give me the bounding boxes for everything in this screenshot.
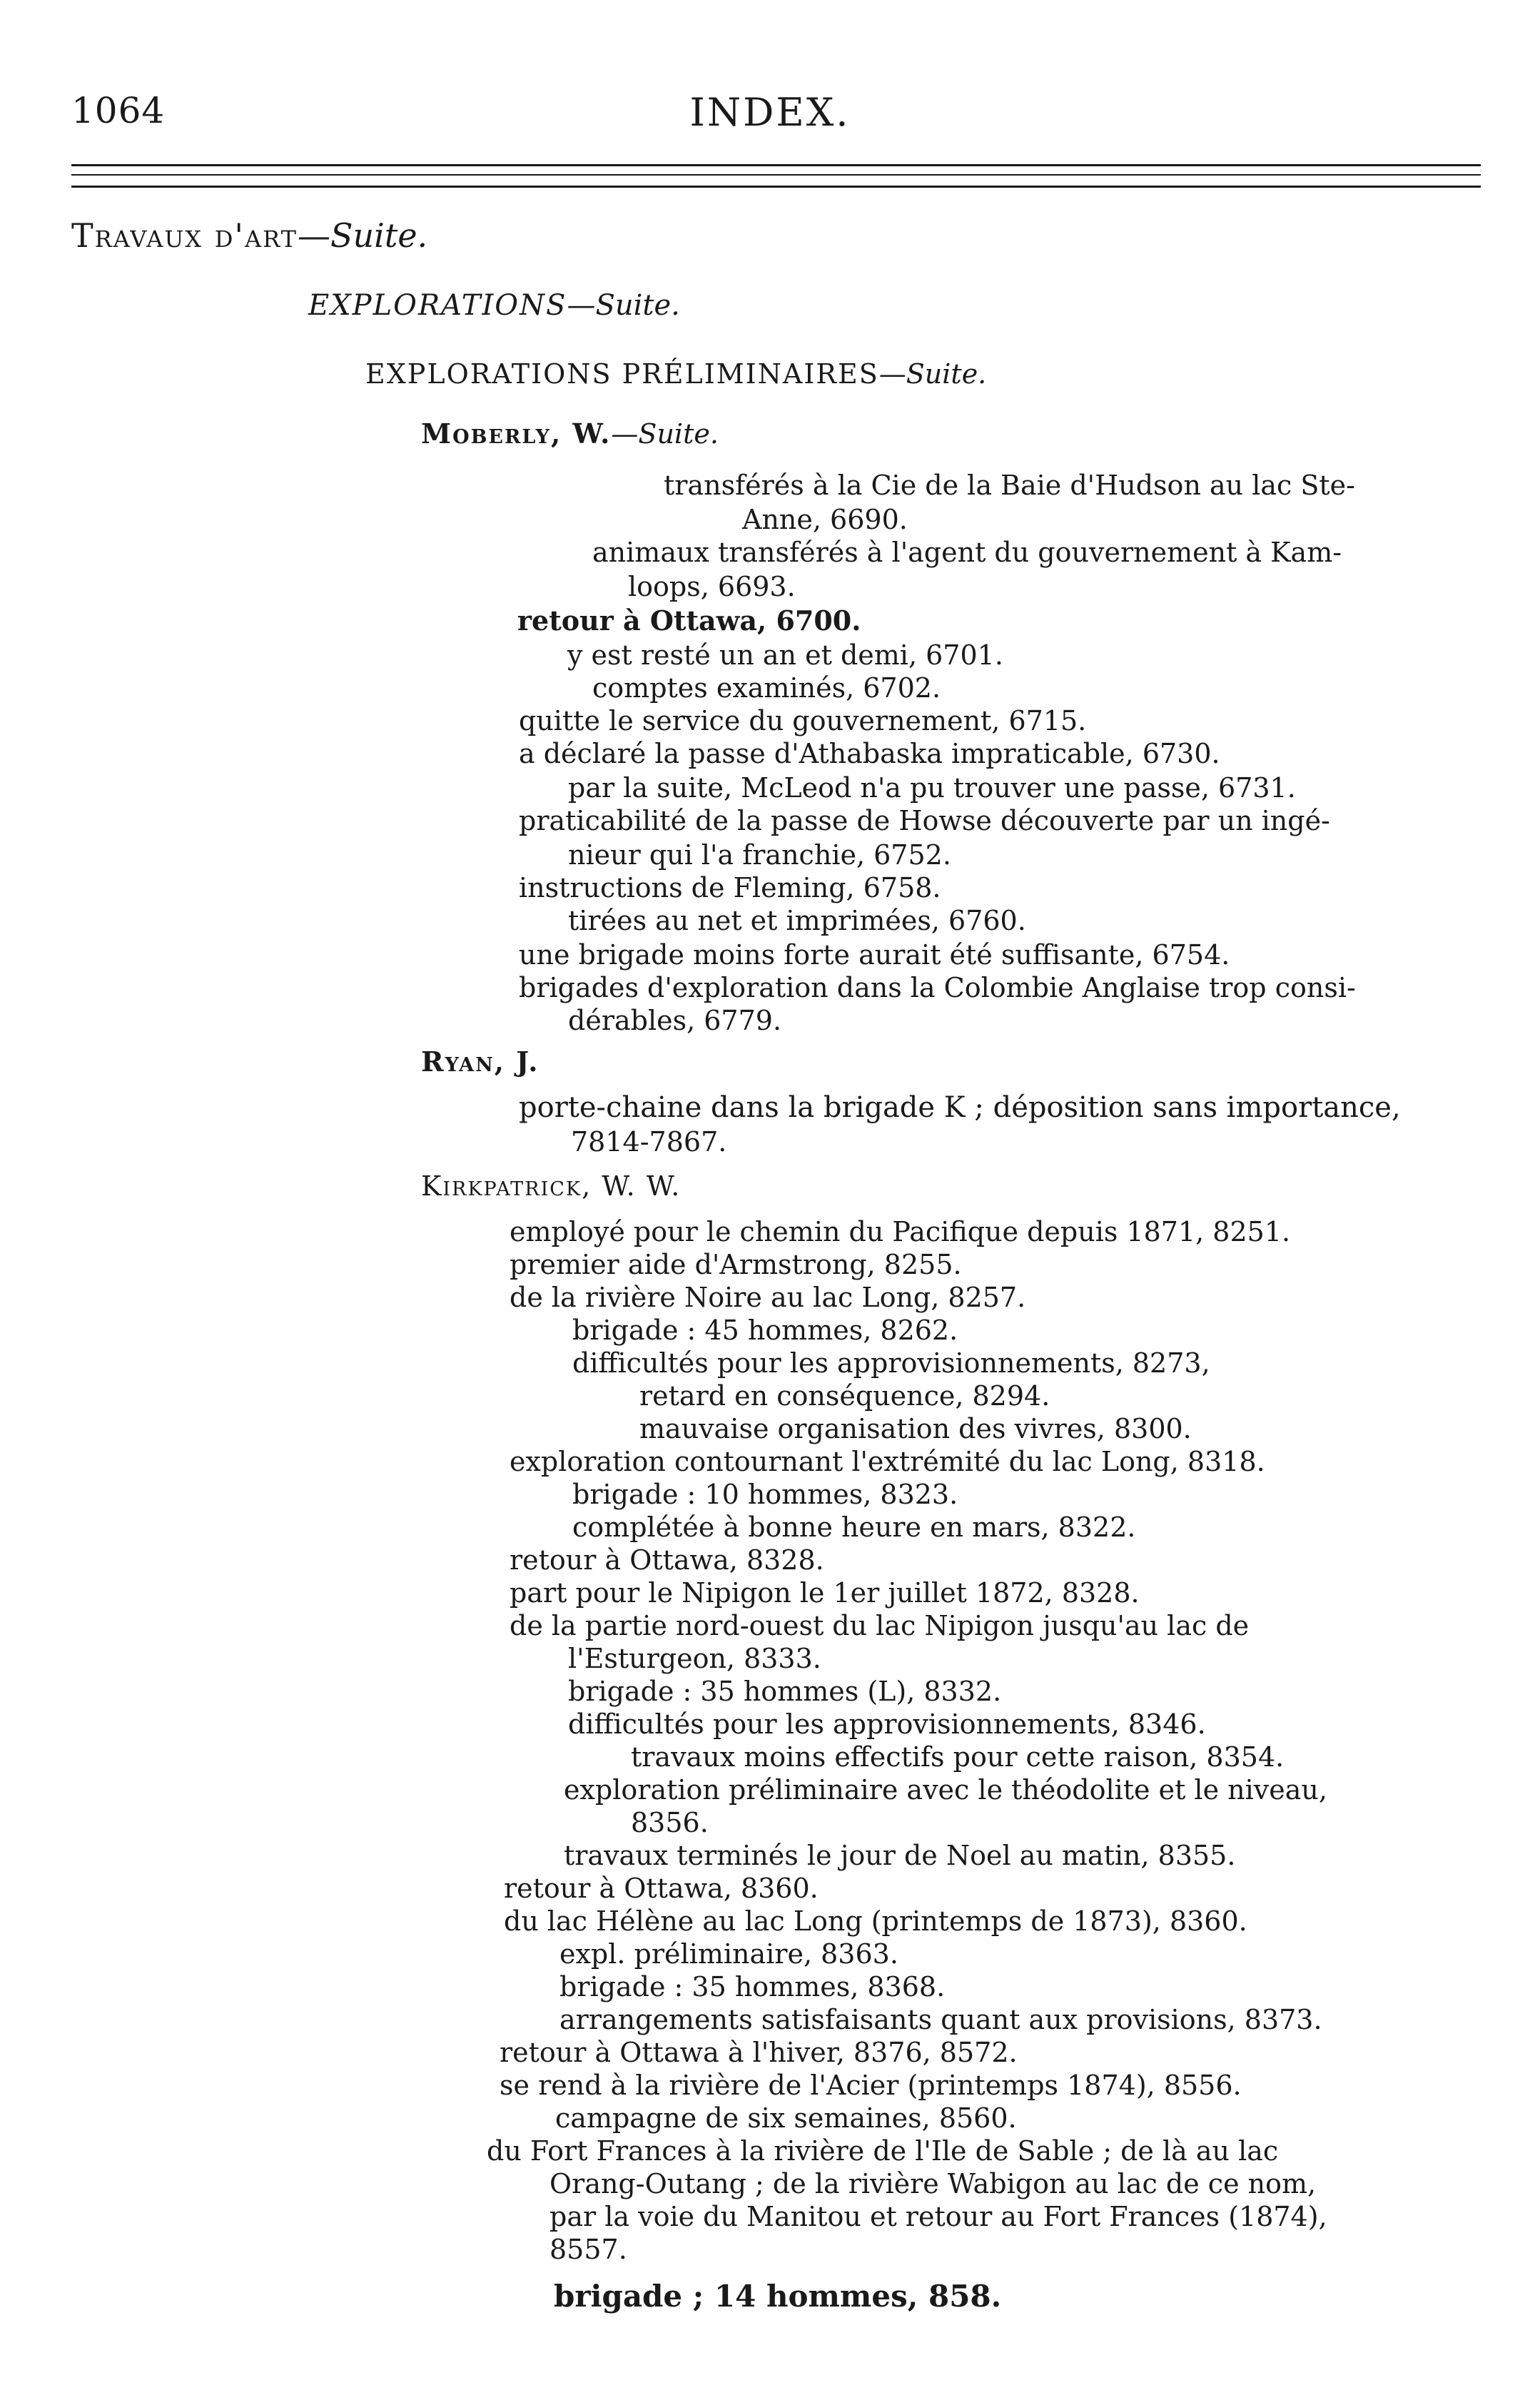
heading-explorations-preliminaires <box>365 358 986 390</box>
kirkpatrick-line: 8356. <box>631 1807 709 1838</box>
kirkpatrick-line: Orang-Outang ; de la rivière Wabigon au lac de ce nom, <box>549 2168 1317 2199</box>
ryan-line: 7814-7867. <box>571 1126 727 1158</box>
kirkpatrick-line: part pour le Nipigon le 1er juillet 1872, 8328. <box>510 1577 1140 1609</box>
kirkpatrick-line: 8557. <box>549 2234 627 2265</box>
kirkpatrick-line: du Fort Frances à la rivière de l'Ile de Sable ; de là au lac <box>487 2135 1279 2167</box>
kirkpatrick-line: brigade : 10 hommes, 8323. <box>572 1479 958 1510</box>
kirkpatrick-line: travaux moins effectifs pour cette raison, 8354. <box>631 1741 1285 1773</box>
moberly-line: par la suite, McLeod n'a pu trouver une passe, 6731. <box>568 772 1296 804</box>
kirkpatrick-line: brigade : 45 hommes, 8262. <box>572 1315 958 1346</box>
heading-travaux-d-art <box>71 216 428 255</box>
heading-travaux-label: Travaux d'art <box>71 216 298 255</box>
kirkpatrick-line: expl. préliminaire, 8363. <box>559 1938 898 1970</box>
moberly-line: y est resté un an et demi, 6701. <box>567 639 1003 671</box>
kirkpatrick-line: exploration préliminaire avec le théodolite et le niveau, <box>564 1774 1327 1806</box>
moberly-line: dérables, 6779. <box>568 1005 782 1036</box>
kirkpatrick-line: employé pour le chemin du Pacifique depuis 1871, 8251. <box>510 1216 1291 1247</box>
kirkpatrick-line: difficultés pour les approvisionnements, 8346. <box>568 1708 1206 1740</box>
moberly-line: comptes examinés, 6702. <box>592 672 941 704</box>
kirkpatrick-line: se rend à la rivière de l'Acier (printemps 1874), 8556. <box>500 2070 1242 2101</box>
kirkpatrick-line: du lac Hélène au lac Long (printemps de 1873), 8360. <box>504 1905 1247 1937</box>
kirkpatrick-line: exploration contournant l'extrémité du lac Long, 8318. <box>510 1446 1265 1477</box>
kirkpatrick-line: retour à Ottawa, 8328. <box>510 1544 824 1576</box>
moberly-line: tirées au net et imprimées, 6760. <box>568 905 1026 936</box>
moberly-line: une brigade moins forte aurait été suffisante, 6754. <box>519 939 1230 971</box>
kirkpatrick-line: campagne de six semaines, 8560. <box>555 2102 1017 2134</box>
kirkpatrick-line: brigade : 35 hommes (L), 8332. <box>568 1676 1002 1707</box>
heading-travaux-suite: —Suite. <box>298 216 428 255</box>
moberly-line: Anne, 6690. <box>742 504 908 535</box>
entry-name-ryan: Ryan, J. <box>421 1045 539 1078</box>
running-title: INDEX. <box>689 90 851 135</box>
kirkpatrick-line: premier aide d'Armstrong, 8255. <box>510 1249 962 1280</box>
entry-name-suite: —Suite. <box>611 418 719 450</box>
kirkpatrick-line: brigade ; 14 hommes, 858. <box>554 2279 1002 2314</box>
moberly-line: praticabilité de la passe de Howse découverte par un ingé- <box>519 805 1330 836</box>
heading-explorations-label: EXPLORATIONS <box>308 289 567 322</box>
header-rule-middle <box>71 174 1481 176</box>
entry-name-moberly <box>421 418 719 450</box>
kirkpatrick-line: brigade : 35 hommes, 8368. <box>559 1971 946 2003</box>
moberly-line: instructions de Fleming, 6758. <box>519 872 941 903</box>
moberly-line: brigades d'exploration dans la Colombie Anglaise trop consi- <box>519 972 1356 1003</box>
kirkpatrick-line: travaux terminés le jour de Noel au matin, 8355. <box>564 1840 1236 1871</box>
heading-preliminaires-suite: —Suite. <box>878 358 987 390</box>
kirkpatrick-line: difficultés pour les approvisionnements, 8273, <box>572 1347 1210 1379</box>
moberly-line: a déclaré la passe d'Athabaska impraticable, 6730. <box>519 738 1220 769</box>
heading-explorations <box>308 290 680 321</box>
header-rule-bottom <box>71 186 1481 188</box>
header-rule-top <box>71 164 1481 166</box>
heading-preliminaires-label: EXPLORATIONS PRÉLIMINAIRES <box>365 358 879 390</box>
kirkpatrick-line: de la rivière Noire au lac Long, 8257. <box>510 1282 1026 1313</box>
moberly-line: nieur qui l'a franchie, 6752. <box>568 839 951 871</box>
moberly-line: transférés à la Cie de la Baie d'Hudson au lac Ste- <box>664 470 1355 501</box>
entry-name-kirkpatrick: Kirkpatrick, W. W. <box>421 1170 682 1202</box>
kirkpatrick-line: retard en conséquence, 8294. <box>639 1380 1050 1412</box>
kirkpatrick-line: de la partie nord-ouest du lac Nipigon jusqu'au lac de <box>510 1610 1250 1641</box>
moberly-line: loops, 6693. <box>628 571 796 602</box>
kirkpatrick-line: mauvaise organisation des vivres, 8300. <box>639 1413 1192 1444</box>
kirkpatrick-line: complétée à bonne heure en mars, 8322. <box>572 1512 1136 1543</box>
entry-name-label: Moberly, W. <box>421 417 612 450</box>
page-number: 1064 <box>71 90 166 131</box>
kirkpatrick-line: arrangements satisfaisants quant aux provisions, 8373. <box>559 2004 1322 2035</box>
kirkpatrick-line: retour à Ottawa, 8360. <box>504 1873 819 1904</box>
ryan-line: porte-chaine dans la brigade K ; déposition sans importance, <box>519 1091 1401 1124</box>
moberly-line: retour à Ottawa, 6700. <box>517 604 861 637</box>
kirkpatrick-line: retour à Ottawa à l'hiver, 8376, 8572. <box>500 2037 1018 2068</box>
kirkpatrick-line: par la voie du Manitou et retour au Fort Frances (1874), <box>549 2201 1327 2232</box>
moberly-line: animaux transférés à l'agent du gouvernement à Kam- <box>592 537 1342 568</box>
moberly-line: quitte le service du gouvernement, 6715. <box>519 705 1087 736</box>
kirkpatrick-line: l'Esturgeon, 8333. <box>568 1643 821 1674</box>
heading-explorations-suite: —Suite. <box>567 289 680 322</box>
